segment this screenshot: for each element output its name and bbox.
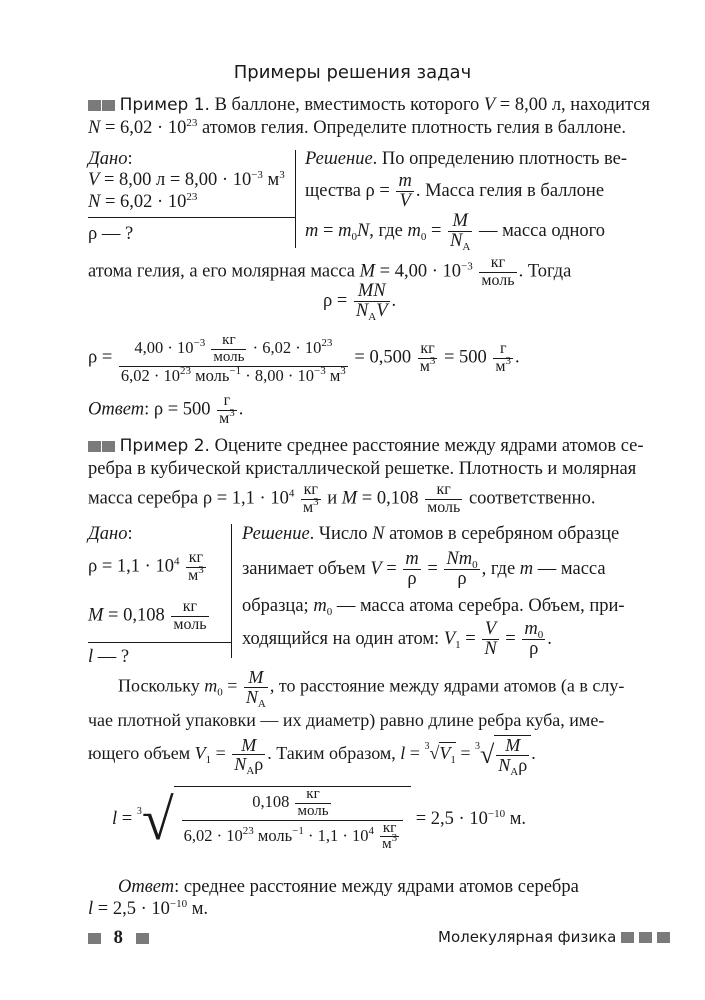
footer-page-number: 8: [88, 928, 149, 949]
example1-solution-line2: щества ρ = $\frac{m}{V}$ . Масса гелия в баллоне: [305, 171, 605, 212]
example2-find: l — ?: [88, 647, 130, 667]
example1-solution-line3: $m = m_0N$, где $m_0$ = $\frac{M}{N_A}$ — масса одного: [305, 211, 605, 254]
example1-find: ρ — ?: [88, 224, 134, 244]
example1-solution-line1: Решение. По определению плотность ве-: [305, 149, 628, 169]
example2-solution-line3: образца; $m_0$ — масса атома серебра. Объем, при-: [242, 596, 625, 618]
example2-statement-line2: ребра в кубической кристаллической решетке. Плотность и молярная: [88, 459, 637, 479]
footer-section-title: Молекулярная физика: [438, 928, 670, 946]
divider: [88, 217, 295, 218]
example2-solution-line4: ходящийся на один атом: $V_1$ = $\frac{V}{N}$ = $\frac{m_0}{\rho}$ .: [242, 619, 552, 660]
page-title: Примеры решения задач: [233, 62, 472, 83]
example2-solution-line2: занимает объем V = $\frac{m}{\rho}$ = $\frac{Nm_0}{\rho}$ , где m — масса: [242, 549, 606, 590]
example2-calculation: l = $^3$√ 0,108 $\frac{кг}{\text{моль}}$ $6,02 \cdot 10^{23}$ моль$^{-1}$ · $1,1 \cdot 10^4$ $\frac{кг}{м^3}$ = $2,5 \cdot 10^{-10}$ м.: [112, 786, 527, 853]
gray-square-icon: [88, 100, 101, 111]
example1-answer: Ответ: ρ = 500 $\frac{г}{м^3}$ .: [88, 392, 244, 427]
example1-calculation: ρ = $4,00 \cdot 10^{-3}$ $\frac{кг}{\text{моль}}$ · $6,02 \cdot 10^{23}$ $6,02 \cdot 10^{23}$ моль$^{-1}$ · $8,00 \cdot 10^{-3}$ $м^3$ = 0,500 $\frac{кг}{м^3}$ = 500 $\frac{г}{м^3}$ .: [88, 332, 520, 385]
example2-paragraph-line2: чае плотной упаковки — их диаметр) равно длине ребра куба, име-: [88, 710, 605, 730]
example2-paragraph-line1: Поскольку $m_0$ = $\frac{M}{N_A}$ , то расстояние между ядрами атомов (а в слу-: [118, 667, 625, 710]
gray-square-icon: [102, 441, 115, 452]
example1-given-n: $N = 6,02 \cdot 10^{23}$: [88, 191, 198, 212]
example1-given-title: Дано:: [88, 149, 133, 169]
gray-square-icon: [657, 932, 670, 943]
example1-solution-line4: атома гелия, а его молярная масса $M = 4,00 \cdot 10^{-3}$ $\frac{кг}{\text{моль}}$ . Тогда: [88, 254, 572, 289]
divider: [88, 642, 231, 643]
example2-given-rho: $\rho = 1,1 \cdot 10^4$ $\frac{кг}{м^3}$: [88, 549, 204, 584]
example2-statement-line1: Пример 2. Оцените среднее расстояние между ядрами атомов се-: [88, 436, 644, 457]
example1-formula: ρ = $\frac{MN}{N_AV}$ .: [323, 281, 397, 324]
example2-answer-line2: $l = 2,5 \cdot 10^{-10}$ м.: [88, 898, 209, 919]
divider: [295, 150, 296, 248]
example1-statement-line2: $N = 6,02 \cdot 10^{23}$ атомов гелия. Определите плотность гелия в баллоне.: [88, 117, 626, 138]
example2-statement-line3: масса серебра $\rho = 1,1 \cdot 10^4$ $\frac{кг}{м^3}$ и M = 0,108 $\frac{кг}{\text{моль}}$ соответственно.: [88, 481, 596, 516]
example2-answer-line1: Ответ: среднее расстояние между ядрами атомов серебра: [118, 877, 579, 897]
divider: [231, 524, 232, 658]
gray-square-icon: [639, 932, 652, 943]
example2-solution-line1: Решение. Число N атомов в серебряном образце: [242, 524, 620, 544]
example2-given-title: Дано:: [88, 524, 133, 544]
example1-statement-line1: Пример 1. В баллоне, вместимость которого V = 8,00 л, находится: [88, 95, 650, 116]
gray-square-icon: [102, 100, 115, 111]
gray-square-icon: [136, 933, 149, 944]
gray-square-icon: [88, 441, 101, 452]
gray-square-icon: [88, 933, 101, 944]
example1-given-v: V = 8,00 $л = 8,00 \cdot 10^{-3}$ $м^3$: [88, 169, 285, 190]
gray-square-icon: [621, 932, 634, 943]
example2-given-m: M = 0,108 $\frac{кг}{\text{моль}}$: [88, 598, 207, 633]
example2-paragraph-line3: ющего объем $V_1$ = $\frac{M}{N_A\rho}$ . Таким образом, $l = ^3√V_1 = ^3√$ $\frac{M}{N_A\rho}$ .: [88, 734, 536, 778]
